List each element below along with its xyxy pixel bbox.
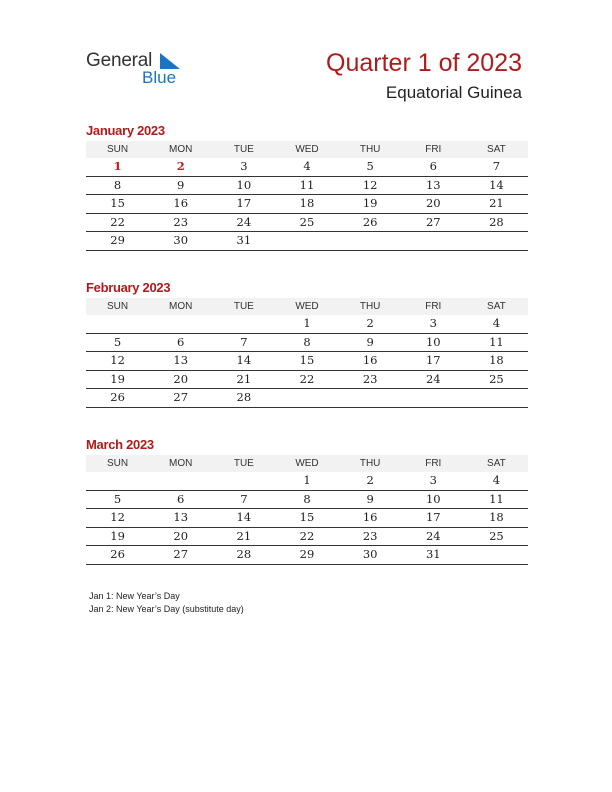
week-row (86, 214, 528, 233)
weekday-label: SUN (107, 144, 129, 155)
day-cell: 30 (362, 547, 378, 561)
day-cell: 19 (362, 196, 378, 210)
day-cell: 15 (299, 353, 315, 367)
weekday-label: MON (169, 301, 193, 312)
day-cell (402, 389, 465, 407)
day-cell (339, 232, 402, 250)
day-cell: 22 (110, 214, 125, 229)
weekday-label: MON (169, 144, 193, 155)
day-cell: 3 (429, 473, 437, 487)
day-cell: 7 (240, 334, 248, 349)
day-cell (465, 389, 528, 407)
day-cell: 28 (236, 547, 252, 561)
day-cell: 27 (173, 547, 189, 561)
day-cell: 14 (236, 353, 252, 367)
weekday-label: TUE (233, 144, 254, 155)
day-cell: 21 (236, 528, 252, 543)
month-name: February 2023 (86, 280, 171, 295)
day-cell (86, 472, 149, 490)
weekday-label: SAT (487, 458, 506, 469)
day-cell: 15 (299, 510, 315, 524)
day-cell: 17 (425, 353, 441, 367)
week-row (86, 472, 528, 491)
day-cell: 8 (303, 491, 311, 506)
weekday-label: MON (169, 458, 193, 469)
day-cell: 1 (303, 473, 311, 487)
week-row (86, 177, 528, 196)
holiday-notes (89, 590, 244, 615)
day-cell: 23 (173, 214, 189, 229)
holiday-note: Jan 2: New Year’s Day (substitute day) (89, 603, 244, 614)
week-row (86, 315, 528, 334)
holiday-note: Jan 1: New Year’s Day (89, 591, 180, 601)
day-cell: 4 (492, 316, 501, 330)
week-row (86, 158, 528, 177)
day-cell: 8 (303, 334, 311, 349)
week-row (86, 528, 528, 547)
weekday-label: TUE (233, 458, 254, 469)
day-cell (149, 315, 212, 333)
weekday-label: FRI (425, 301, 442, 312)
week-row (86, 546, 528, 565)
day-cell: 23 (362, 528, 378, 543)
weekday-label: SUN (107, 458, 129, 469)
day-cell: 18 (489, 353, 504, 367)
week-row (86, 334, 528, 353)
weekday-label: THU (359, 301, 381, 312)
day-cell: 22 (299, 528, 315, 543)
day-cell: 6 (429, 159, 437, 173)
week-row (86, 352, 528, 371)
day-cell: 17 (236, 196, 252, 210)
weekday-header (86, 455, 528, 472)
day-cell: 25 (489, 371, 504, 386)
weekday-label: WED (295, 144, 319, 155)
day-cell: 11 (489, 334, 504, 349)
weekday-label: SAT (487, 144, 506, 155)
day-cell: 7 (492, 159, 501, 173)
day-cell: 15 (110, 196, 125, 210)
day-cell: 9 (177, 177, 185, 192)
day-cell: 27 (425, 214, 441, 229)
day-cell: 24 (425, 371, 441, 386)
day-cell: 20 (173, 371, 189, 386)
week-row (86, 232, 528, 251)
day-cell: 5 (113, 334, 122, 349)
day-cell: 19 (110, 528, 125, 543)
weekday-label: SUN (107, 301, 129, 312)
day-cell: 28 (489, 214, 504, 229)
day-cell: 3 (240, 159, 248, 173)
day-cell: 26 (110, 390, 125, 404)
day-cell: 19 (110, 371, 125, 386)
day-cell: 1 (303, 316, 311, 330)
week-row (86, 491, 528, 510)
country-name: Equatorial Guinea (385, 83, 522, 102)
day-cell: 10 (425, 491, 441, 506)
week-row (86, 509, 528, 528)
day-cell: 24 (425, 528, 441, 543)
month-name: January 2023 (86, 123, 165, 138)
day-cell: 1 (113, 159, 122, 173)
weekday-label: THU (359, 458, 381, 469)
weekday-label: THU (359, 144, 381, 155)
day-cell: 6 (177, 491, 185, 506)
day-cell (149, 472, 212, 490)
weekday-label: WED (295, 301, 319, 312)
day-cell: 11 (489, 491, 504, 506)
day-cell: 12 (110, 353, 125, 367)
day-cell (86, 315, 149, 333)
day-cell: 2 (176, 159, 185, 173)
weekday-header (86, 141, 528, 158)
day-cell: 2 (366, 473, 374, 487)
day-cell: 26 (362, 214, 378, 229)
day-cell: 21 (489, 196, 504, 210)
day-cell: 16 (362, 510, 378, 524)
day-cell: 12 (110, 510, 125, 524)
day-cell: 20 (425, 196, 441, 210)
day-cell (212, 315, 275, 333)
day-cell: 9 (366, 491, 374, 506)
day-cell: 20 (173, 528, 189, 543)
day-cell: 30 (173, 233, 189, 247)
day-cell: 18 (489, 510, 504, 524)
day-cell: 31 (425, 547, 441, 561)
day-cell (465, 546, 528, 564)
day-cell: 13 (173, 510, 189, 524)
day-cell: 16 (362, 353, 378, 367)
day-cell: 22 (299, 371, 315, 386)
day-cell (275, 389, 338, 407)
week-row (86, 371, 528, 390)
day-cell: 29 (299, 547, 315, 561)
weekday-label: TUE (233, 301, 254, 312)
day-cell: 16 (173, 196, 189, 210)
day-cell: 18 (299, 196, 315, 210)
day-cell: 24 (236, 214, 252, 229)
day-cell: 11 (299, 177, 315, 192)
month-block (86, 436, 528, 565)
day-cell (275, 232, 338, 250)
weekday-label: FRI (425, 458, 442, 469)
weekday-label: FRI (425, 144, 442, 155)
week-row (86, 195, 528, 214)
day-cell (402, 232, 465, 250)
day-cell: 3 (429, 316, 437, 330)
day-cell: 29 (110, 233, 125, 247)
month-block (86, 122, 528, 251)
day-cell: 28 (236, 390, 252, 404)
logo-flag-icon (160, 53, 180, 69)
day-cell: 31 (236, 233, 252, 247)
day-cell: 10 (425, 334, 441, 349)
logo-blue-text: Blue (142, 68, 177, 87)
day-cell: 13 (173, 353, 189, 367)
month-name: March 2023 (86, 437, 154, 452)
day-cell: 27 (173, 390, 189, 404)
day-cell: 14 (489, 177, 504, 192)
day-cell: 17 (425, 510, 441, 524)
day-cell: 5 (366, 159, 374, 173)
day-cell: 21 (236, 371, 252, 386)
day-cell (212, 472, 275, 490)
day-cell: 4 (492, 473, 501, 487)
day-cell: 13 (425, 177, 441, 192)
weekday-label: WED (295, 458, 319, 469)
weekday-header (86, 298, 528, 315)
month-block (86, 279, 528, 408)
day-cell (339, 389, 402, 407)
day-cell: 23 (362, 371, 378, 386)
day-cell: 14 (236, 510, 252, 524)
day-cell: 25 (489, 528, 504, 543)
generalblue-logo (86, 50, 196, 90)
weekday-label: SAT (487, 301, 506, 312)
day-cell: 10 (236, 177, 252, 192)
day-cell: 9 (366, 334, 374, 349)
day-cell: 26 (110, 547, 125, 561)
day-cell: 6 (177, 334, 185, 349)
logo-general-text: General (86, 50, 153, 71)
day-cell: 2 (366, 316, 374, 330)
day-cell: 12 (362, 177, 378, 192)
day-cell (465, 232, 528, 250)
day-cell: 5 (113, 491, 122, 506)
day-cell: 7 (240, 491, 248, 506)
day-cell: 25 (299, 214, 315, 229)
page-title: Quarter 1 of 2023 (326, 49, 522, 77)
day-cell: 4 (303, 159, 311, 173)
week-row (86, 389, 528, 408)
day-cell: 8 (113, 177, 122, 192)
